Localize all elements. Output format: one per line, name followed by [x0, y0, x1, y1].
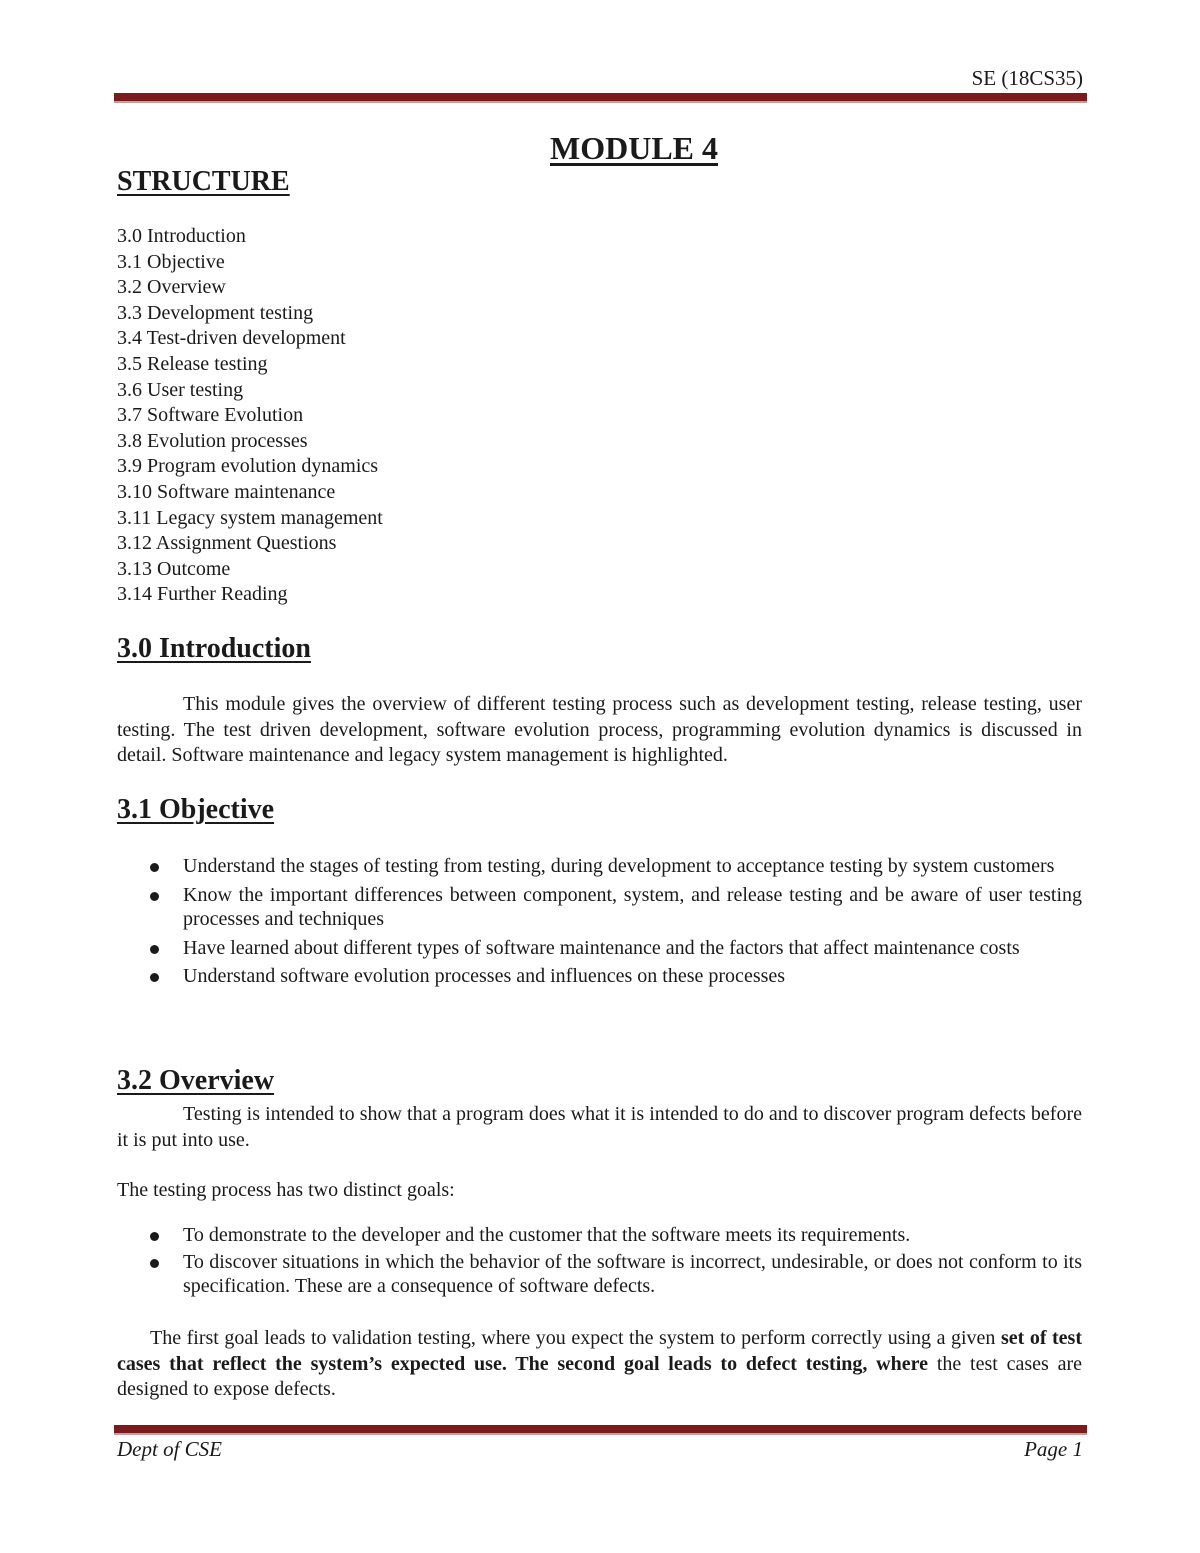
conclusion-bold-text: set of test cases that reflect the system’s expected use. The second goal leads to defect testing, where [117, 1327, 1082, 1375]
structure-list [117, 224, 383, 608]
objective-list [117, 854, 1082, 989]
bullet-icon [150, 945, 159, 954]
structure-item: 3.10 Software maintenance [117, 480, 336, 503]
objective-item [117, 883, 1082, 932]
structure-heading: STRUCTURE [117, 166, 290, 197]
structure-item: 3.7 Software Evolution [117, 404, 304, 427]
introduction-heading: 3.0 Introduction [117, 633, 311, 664]
overview-conclusion [117, 1326, 1082, 1403]
structure-item: 3.14 Further Reading [117, 583, 288, 606]
header-rule [114, 93, 1087, 101]
structure-item: 3.2 Overview [117, 276, 226, 299]
objective-text: Know the important differences between component, system, and release testing and be aware of user testing processes and techniques [183, 883, 1082, 930]
structure-item: 3.1 Objective [117, 250, 225, 273]
goal-text: To discover situations in which the behavior of the software is incorrect, undesirable, or does not conform to its specification. These are a consequence of software defects. [183, 1250, 1082, 1297]
introduction-text: This module gives the overview of different testing process such as development testing, release testing, user testing. The test driven development, software evolution process, programming evolution dynamics is discussed in detail. Software maintenance and legacy system management is highlighted. [117, 693, 1082, 766]
conclusion-text: The first goal leads to validation testing, where you expect the system to perform correctly using a given [150, 1327, 1001, 1349]
structure-item: 3.9 Program evolution dynamics [117, 455, 379, 478]
structure-item: 3.8 Evolution processes [117, 429, 308, 452]
page-number: Page 1 [1024, 1437, 1083, 1461]
objective-heading: 3.1 Objective [117, 794, 275, 825]
footer-department: Dept of CSE [117, 1437, 222, 1461]
structure-item: 3.12 Assignment Questions [117, 532, 337, 555]
bullet-icon [150, 973, 159, 982]
goals-list [117, 1223, 1082, 1299]
objective-item [117, 854, 1082, 879]
objective-item [117, 964, 1082, 989]
module-title: MODULE 4 [550, 130, 718, 166]
overview-text: Testing is intended to show that a program does what it is intended to do and to discover program defects before it is put into use. [117, 1103, 1082, 1151]
overview-goals-intro: The testing process has two distinct goals: [117, 1179, 455, 1201]
structure-item: 3.3 Development testing [117, 301, 314, 324]
structure-item: 3.11 Legacy system management [117, 506, 383, 529]
overview-heading: 3.2 Overview [117, 1065, 275, 1096]
structure-item: 3.6 User testing [117, 378, 244, 401]
structure-item: 3.5 Release testing [117, 352, 268, 375]
bullet-icon [150, 863, 159, 872]
goal-item [117, 1250, 1082, 1299]
bullet-icon [150, 1232, 159, 1241]
bullet-icon [150, 892, 159, 901]
bullet-icon [150, 1259, 159, 1268]
conclusion-text-end: the test cases are designed to expose defects. [117, 1352, 1082, 1400]
structure-item: 3.0 Introduction [117, 225, 246, 247]
course-code: SE (18CS35) [971, 66, 1083, 90]
footer-rule [114, 1425, 1087, 1433]
structure-item: 3.4 Test-driven development [117, 327, 346, 350]
objective-item [117, 936, 1082, 961]
structure-item: 3.13 Outcome [117, 557, 231, 580]
objective-text: Have learned about different types of software maintenance and the factors that affect maintenance costs [183, 936, 1020, 959]
goal-item [117, 1223, 1082, 1248]
goal-text: To demonstrate to the developer and the customer that the software meets its requirements. [183, 1224, 911, 1246]
objective-text: Understand software evolution processes and influences on these processes [183, 965, 786, 987]
objective-text: Understand the stages of testing from testing, during development to acceptance testing by system customers [183, 855, 1055, 877]
